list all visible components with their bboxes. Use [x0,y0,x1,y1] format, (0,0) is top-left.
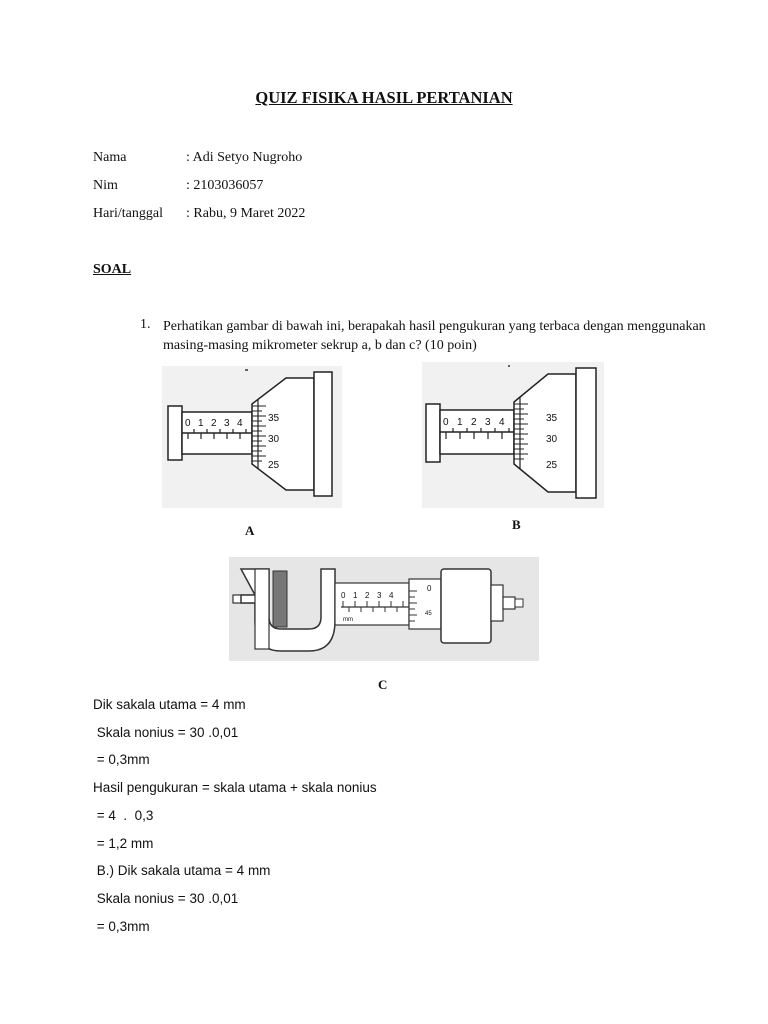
main-scale-label: 0 [443,417,449,428]
date-label: Hari/tanggal [93,206,163,221]
answer-line: Hasil pengukuran = skala utama + skala nonius [93,780,377,795]
figure-c-label: C [378,677,388,692]
section-heading: SOAL [93,262,132,277]
name-label: Nama [93,150,127,165]
main-scale-label: 0 [185,418,191,429]
answer-line: = 1,2 mm [93,836,154,851]
answer-line: Skala nonius = 30 .0,01 [93,725,239,740]
c-main-scale-label: 1 [353,591,358,600]
main-scale-label: 4 [499,417,505,428]
main-scale-label: 1 [457,417,463,428]
date-value: : Rabu, 9 Maret 2022 [186,206,306,221]
c-main-scale-label: 3 [377,591,382,600]
c-thimble-label: 45 [425,611,432,617]
main-scale-label: 2 [211,418,217,429]
answer-line: Skala nonius = 30 .0,01 [93,891,239,906]
nim-label: Nim [93,178,118,193]
answer-line: = 0,3mm [93,919,150,934]
answer-line: = 0,3mm [93,752,150,767]
thimble-scale-label: 35 [268,413,280,424]
c-main-scale-label: 2 [365,591,370,600]
answer-line: B.) Dik sakala utama = 4 mm [93,863,271,878]
micrometer-a-figure [162,366,342,508]
nim-value: : 2103036057 [186,178,264,193]
thimble-scale-label: 30 [546,434,558,445]
micrometer-b-figure [422,362,604,508]
thimble-scale-label: 30 [268,434,280,445]
c-main-scale-label: 4 [389,591,394,600]
micrometer-c-figure [229,557,539,661]
question-number: 1. [140,317,151,332]
page-title: QUIZ FISIKA HASIL PERTANIAN [255,88,513,107]
thimble-scale-label: 25 [546,460,558,471]
answer-line: Dik sakala utama = 4 mm [93,697,246,712]
question-text: Perhatikan gambar di bawah ini, berapakah hasil pengukuran yang terbaca dengan menggunakan masing-masing mikrometer sekrup a, b dan c? (10 poin) [163,319,706,353]
c-main-scale-label: 0 [341,591,346,600]
answer-line: = 4 . 0,3 [93,808,154,823]
c-thimble-label: 0 [427,584,432,593]
main-scale-label: 2 [471,417,477,428]
thimble-scale-label: 25 [268,460,280,471]
main-scale-label: 3 [224,418,230,429]
main-scale-label: 1 [198,418,204,429]
figure-a-label: A [245,523,255,538]
c-unit-label: mm [343,617,353,623]
figure-b-label: B [512,517,521,532]
thimble-scale-label: 35 [546,413,558,424]
name-value: : Adi Setyo Nugroho [186,150,303,165]
main-scale-label: 3 [485,417,491,428]
main-scale-label: 4 [237,418,243,429]
